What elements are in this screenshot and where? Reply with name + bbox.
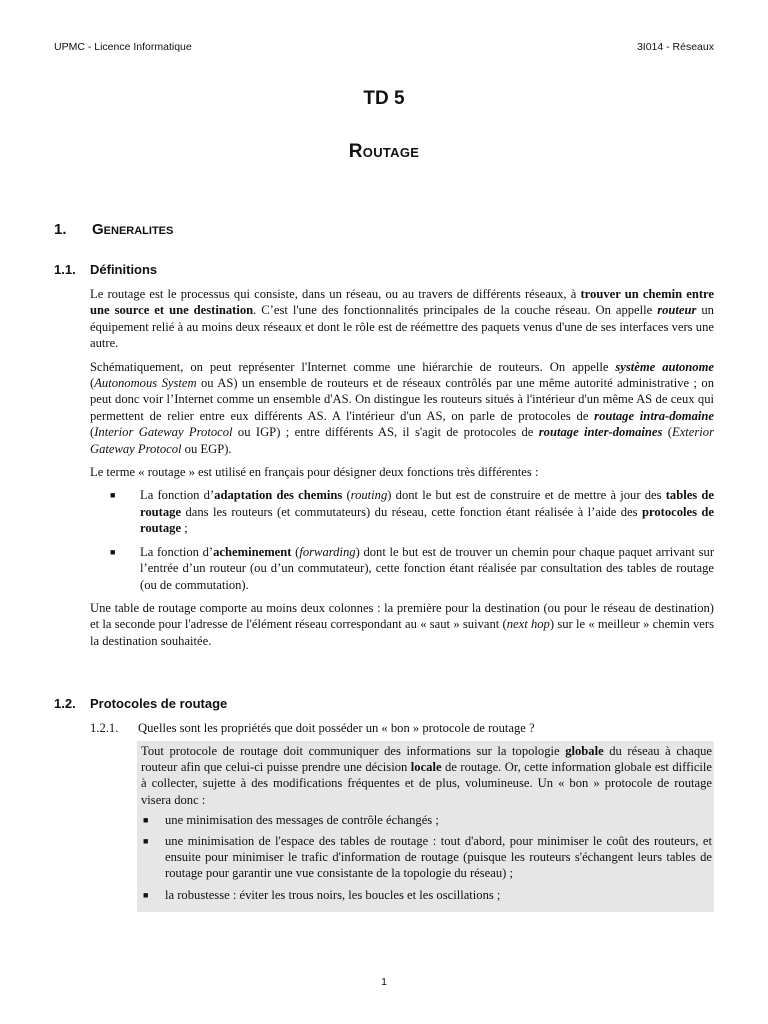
section-number: 1.2. xyxy=(54,696,76,711)
text: ou AS) un ensemble de routeurs et de réseaux contrôlés par une même autorité administrative ; on peut donc voir l’Internet comme un ensemble d'AS. On distingue les routeurs situés à l'intérieur d'un même AS de ceux qui permettent de relier entre eux différents AS. A l'intérieur d'un AS, on parle de protocoles de xyxy=(90,376,714,423)
italic-text: forwarding xyxy=(299,544,356,559)
square-bullet-icon: ■ xyxy=(110,490,116,501)
paragraph-as xyxy=(90,359,714,457)
definitions-body xyxy=(90,286,714,656)
section-number: 1. xyxy=(54,221,67,238)
bold-text: adaptation des chemins xyxy=(214,488,343,503)
italic-text: Interior Gateway Protocol xyxy=(94,425,233,440)
section-1-1-heading xyxy=(54,262,157,277)
text: une minimisation des messages de contrôle échangés ; xyxy=(165,812,439,827)
italic-text: Autonomous System xyxy=(94,376,197,391)
text: La fonction d’ xyxy=(140,488,215,503)
square-bullet-icon: ■ xyxy=(143,814,149,825)
text: ; xyxy=(181,521,188,536)
list-item xyxy=(90,487,714,536)
list-item xyxy=(90,544,714,593)
answer-paragraph xyxy=(141,743,712,808)
list-item xyxy=(141,812,712,828)
question-number: 1.2.1. xyxy=(90,721,119,735)
text: ou EGP). xyxy=(181,441,232,456)
section-title: Generalites xyxy=(92,221,174,238)
text: ( xyxy=(291,544,300,559)
bold-text: tables de routage xyxy=(140,488,715,519)
square-bullet-icon: ■ xyxy=(143,836,149,847)
list-item xyxy=(141,833,712,882)
bold-italic-text: routage inter-domaines xyxy=(538,425,663,440)
text: ( xyxy=(90,376,95,391)
header-right: 3I014 - Réseaux xyxy=(636,41,714,53)
section-number: 1.1. xyxy=(54,262,76,277)
italic-text: routing xyxy=(350,488,388,503)
text: un équipement relié à au moins deux réseaux et dont le rôle est de réémettre des paquets venus d'une de ses interfaces vers une autre. xyxy=(90,303,714,351)
text: ) sur le « meilleur » chemin vers la destination souhaitée. xyxy=(90,617,714,648)
functions-list xyxy=(90,487,714,592)
bold-italic-text: routage intra-domaine xyxy=(594,408,714,423)
square-bullet-icon: ■ xyxy=(110,546,116,557)
square-bullet-icon: ■ xyxy=(143,889,149,900)
text: ( xyxy=(342,488,351,503)
text: Une table de routage comporte au moins deux colonnes : la première pour la destination (ou pour le réseau de destination) et la seconde pour l'adresse de l'élément réseau correspondant au « saut » suivant ( xyxy=(90,600,714,632)
bold-text: locale xyxy=(410,760,442,775)
page-title: TD 5 xyxy=(363,88,405,109)
text: ( xyxy=(662,425,673,440)
bold-italic-text: système autonome xyxy=(615,359,714,374)
text: ( xyxy=(90,425,95,440)
paragraph-table xyxy=(90,600,714,649)
section-title: Protocoles de routage xyxy=(90,696,228,711)
question-text: Quelles sont les propriétés que doit posséder un « bon » protocole de routage ? xyxy=(138,721,535,735)
text: Schématiquement, on peut représenter l'Internet comme une hiérarchie de routeurs. On appelle xyxy=(90,359,616,374)
text: La fonction d’ xyxy=(140,544,214,559)
text: une minimisation de l'espace des tables de routage : tout d'abord, pour minimiser le coût des routeurs, et ensuite pour minimiser le trafic d'information de routage (puisque les routeurs s'échangent leurs tables de routage pour garantir une vue consistante de la topologie du réseau) ; xyxy=(165,834,712,881)
text: du réseau à chaque routeur afin que celui-ci puisse prendre une décision xyxy=(141,744,712,775)
answer-box xyxy=(137,741,714,912)
paragraph-terme: Le terme « routage » est utilisé en français pour désigner deux fonctions très différentes : xyxy=(90,465,539,480)
question-1-2-1 xyxy=(90,721,714,736)
page-subtitle: Routage xyxy=(348,141,420,162)
italic-text: next hop xyxy=(506,617,550,632)
text: ou IGP) ; entre différents AS, il s'agit de protocoles de xyxy=(232,425,539,440)
bold-text: protocoles de routage xyxy=(140,504,715,536)
section-1-2-heading xyxy=(54,696,227,711)
page-number: 1 xyxy=(381,976,387,988)
italic-text: Exterior Gateway Protocol xyxy=(90,425,714,456)
answer-list xyxy=(141,812,712,903)
text: la robustesse : éviter les trous noirs, les boucles et les oscillations ; xyxy=(165,887,501,902)
bold-italic-text: routeur xyxy=(657,303,697,318)
paragraph-routage xyxy=(90,286,714,352)
text: Tout protocole de routage doit communiquer des informations sur la topologie xyxy=(141,744,566,758)
bold-text: trouver un chemin entre une source et une destination xyxy=(90,287,714,318)
header-left: UPMC - Licence Informatique xyxy=(54,41,192,53)
text: Le routage est le processus qui consiste, dans un réseau, ou au travers de différents réseaux, à xyxy=(90,287,581,301)
bold-text: globale xyxy=(565,744,604,758)
text: ) dont le but est de trouver un chemin pour chaque paquet arrivant sur l’entrée d’un routeur (ou d’un commutateur), cette fonction étant réalisée par consultation des tables de routage (ou de commutation). xyxy=(140,544,715,592)
section-1-heading xyxy=(54,221,173,238)
text: ) dont le but est de construire et de mettre à jour des xyxy=(387,488,666,503)
text: de routage. Or, cette information globale est difficile à collecter, sujette à des modifications fréquentes et de plus, volumineuse. Un « bon » protocole de routage visera donc : xyxy=(141,760,712,807)
text: . C’est l'une des fonctionnalités principales de la couche réseau. On appelle xyxy=(253,303,658,318)
bold-text: acheminement xyxy=(213,544,292,559)
text: dans les routeurs (et commutateurs) du réseau, cette fonction étant réalisée à l’aide des xyxy=(181,504,642,519)
section-title: Définitions xyxy=(90,262,158,277)
list-item xyxy=(141,887,712,903)
